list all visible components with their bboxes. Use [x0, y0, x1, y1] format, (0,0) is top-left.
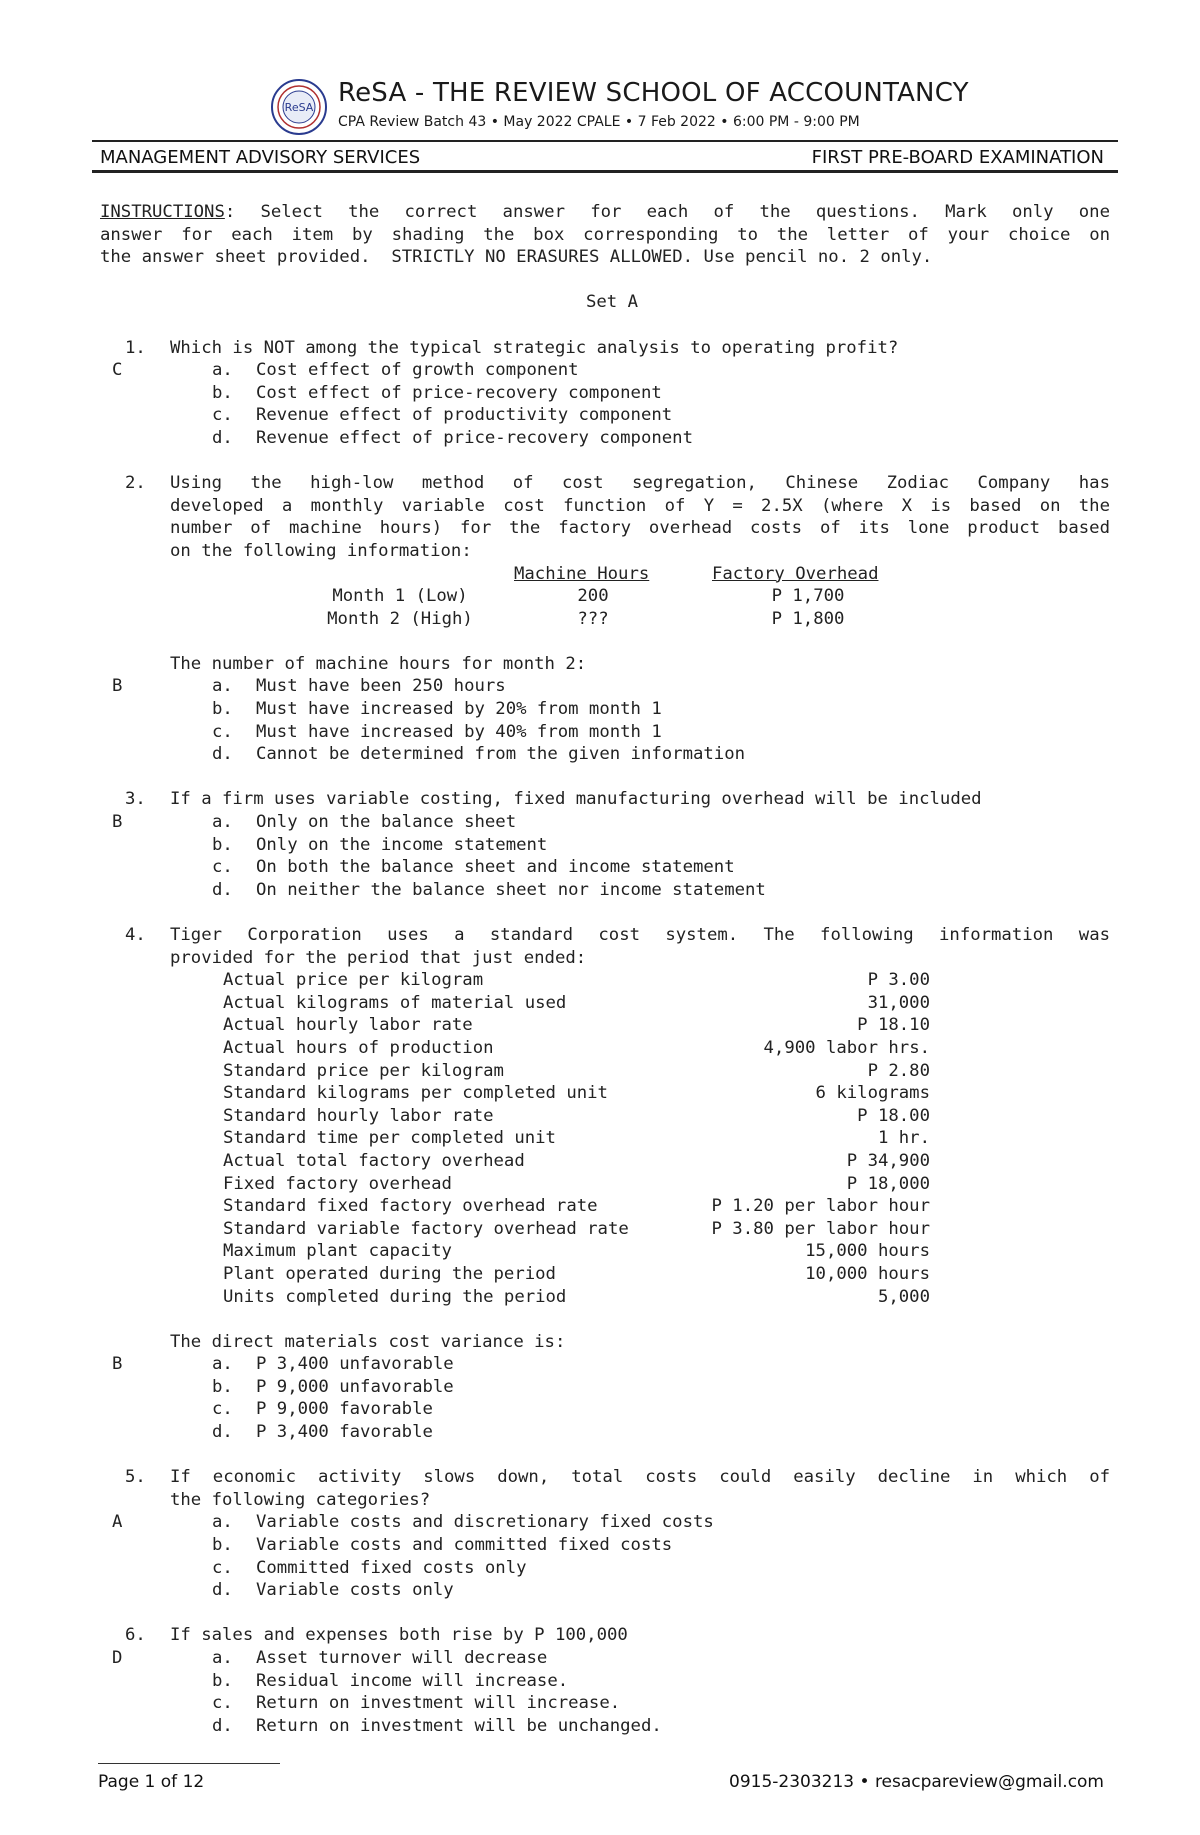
data-item: Standard time per completed unit 1 hr. [223, 1128, 930, 1149]
option-text: P 9,000 unfavorable [256, 1376, 454, 1397]
answer-key: C [112, 360, 123, 381]
question-text: If a firm uses variable costing, fixed manufacturing overhead will be included [170, 789, 982, 810]
option-text: Must have been 250 hours [256, 676, 506, 697]
data-item: Actual kilograms of material used 31,000 [223, 992, 930, 1013]
question-number: 4. [125, 925, 146, 945]
contact-info: 0915-2303213 • resacpareview@gmail.com [729, 1772, 1104, 1792]
option-text: Asset turnover will decrease [256, 1648, 548, 1668]
school-title: ReSA - THE REVIEW SCHOOL OF ACCOUNTANCY [338, 78, 969, 108]
footer-divider [98, 1763, 280, 1764]
question-number: 3. [125, 789, 146, 810]
option-text: Revenue effect of price-recovery component [256, 427, 693, 448]
exam-content [100, 201, 1110, 1737]
set-label: Set A [586, 292, 639, 313]
data-item: Units completed during the period 5,000 [223, 1286, 930, 1307]
question-text: provided for the period that just ended: [170, 947, 587, 968]
review-schedule: CPA Review Batch 43 • May 2022 CPALE • 7 Feb 2022 • 6:00 PM - 9:00 PM [338, 114, 860, 130]
question-2: 2. Using the high-low method of cost segregation, Chinese Zodiac Company has developed a monthly variable cost function of Y = 2.5X (where X is based on the number of machine hours) for the factory overhead costs of its lone product based on the following information: Machine Hours Factory Overhead Month 1 (Low) 200 P 1,700 Month 2 (High) ??? P 1,800 The number of machine hours for month 2: B a. Must have been 250 hours b. Must have increased by 20% from month 1 c. Must have increased by 40% from month 1 d. Cannot be determined from the given information [100, 472, 1110, 766]
question-number: 1. [125, 337, 146, 358]
data-item: Maximum plant capacity 15,000 hours [223, 1241, 930, 1262]
question-number: 2. [125, 473, 146, 494]
option-text: Residual income will increase. [256, 1670, 569, 1691]
question-4: 4. Tiger Corporation uses a standard cost system. The following information was provided for the period that just ended: Actual price per kilogram P 3.00 Actual kilograms of material used 31,000 Actual hourly labor rate P 18.10 Actual hours of production 4,900 labor hrs. Standard price per kilogram P 2.80 Standard kilograms per completed unit 6 kilograms Standard hourly labor rate P 18.00 Standard time per completed unit 1 hr. Actual total factory overhead P 34,900 Fixed factory overhead P 18,000 Standard fixed factory overhead rate P 1.20 per labor hour Standard variable factory overhead rate P 3.80 per labor hour Maximum plant capacity 15,000 hours Plant operated during the period 10,000 hours Units completed during the period 5,000 The direct materials cost variance is: B a. P 3,400 unfavorable b. P 9,000 unfavorable c. P 9,000 favorable d. P 3,400 favorable [100, 924, 1110, 1444]
question-text: developed a monthly variable cost function of Y = 2.5X (where X is based on the [170, 495, 1110, 516]
option-text: Committed fixed costs only [256, 1557, 527, 1578]
resa-logo-icon [270, 78, 328, 136]
data-item: Standard price per kilogram P 2.80 [223, 1060, 930, 1081]
table-row: Month 2 (High) ??? P 1,800 [327, 608, 845, 629]
data-item: Plant operated during the period 10,000 hours [223, 1263, 930, 1284]
svg-text:ReSA: ReSA [284, 101, 314, 114]
data-item: Standard hourly labor rate P 18.00 [223, 1105, 930, 1126]
option-text: Variable costs and discretionary fixed costs [256, 1512, 714, 1533]
instructions-line: answer for each item by shading the box corresponding to the letter of your choice on [100, 224, 1110, 245]
exam-title: FIRST PRE-BOARD EXAMINATION [811, 147, 1104, 168]
question-stem: The number of machine hours for month 2: [170, 653, 587, 674]
data-item: Actual hourly labor rate P 18.10 [223, 1015, 930, 1036]
option-text: Only on the balance sheet [256, 812, 517, 833]
header-divider-thick [92, 170, 1118, 173]
question-text: Tiger Corporation uses a standard cost system. The following information was [170, 925, 1110, 945]
page-number: Page 1 of 12 [98, 1772, 205, 1792]
option-text: On both the balance sheet and income statement [256, 857, 735, 878]
question-text: number of machine hours) for the factory overhead costs of its lone product based [170, 518, 1110, 539]
question-1: 1. Which is NOT among the typical strategic analysis to operating profit? C a. Cost effect of growth component b. Cost effect of price-recovery component c. Revenue effect of productivity component d. Revenue effect of price-recovery component [100, 337, 1110, 450]
option-text: Return on investment will be unchanged. [256, 1715, 662, 1736]
option-text: Cannot be determined from the given information [256, 744, 745, 765]
option-text: P 9,000 favorable [256, 1399, 433, 1420]
option-text: P 3,400 unfavorable [256, 1354, 454, 1375]
answer-key: A [112, 1512, 123, 1533]
table-header: Machine Hours Factory Overhead [514, 563, 879, 584]
option-text: Revenue effect of productivity component [256, 405, 673, 426]
option-text: Return on investment will increase. [256, 1693, 621, 1714]
option-text: Cost effect of price-recovery component [256, 382, 662, 403]
question-stem: The direct materials cost variance is: [170, 1331, 566, 1352]
data-item: Standard variable factory overhead rate P 3.80 per labor hour [223, 1218, 930, 1239]
header-divider [92, 140, 1118, 142]
question-5: 5. If economic activity slows down, total costs could easily decline in which of the following categories? A a. Variable costs and discretionary fixed costs b. Variable costs and committed fixed costs c. Committed fixed costs only d. Variable costs only [112, 1467, 1110, 1601]
data-item: Actual total factory overhead P 34,900 [223, 1150, 930, 1171]
data-item: Standard kilograms per completed unit 6 kilograms [223, 1083, 930, 1104]
question-text: on the following information: [170, 540, 472, 561]
question-3: 3. If a firm uses variable costing, fixed manufacturing overhead will be included B a. Only on the balance sheet b. Only on the income statement c. On both the balance sheet and income statement d. On neither the balance sheet nor income statement [100, 788, 1110, 901]
subject-title: MANAGEMENT ADVISORY SERVICES [100, 147, 421, 168]
option-text: On neither the balance sheet nor income statement [256, 879, 766, 900]
option-text: Must have increased by 40% from month 1 [256, 721, 662, 742]
data-item: Standard fixed factory overhead rate P 1.20 per labor hour [223, 1196, 930, 1217]
question-text: If sales and expenses both rise by P 100,000 [170, 1625, 628, 1646]
answer-key: D [112, 1648, 123, 1668]
option-text: Variable costs and committed fixed costs [256, 1535, 673, 1556]
question-text: Which is NOT among the typical strategic analysis to operating profit? [170, 337, 899, 358]
answer-key: B [112, 676, 123, 697]
data-item: Actual price per kilogram P 3.00 [223, 970, 930, 991]
instructions-line: the answer sheet provided. STRICTLY NO ERASURES ALLOWED. Use pencil no. 2 only. [100, 247, 933, 268]
data-item: Actual hours of production 4,900 labor hrs. [223, 1037, 930, 1058]
option-text: P 3,400 favorable [256, 1422, 433, 1443]
answer-key: B [112, 812, 123, 833]
table-row: Month 1 (Low) 200 P 1,700 [332, 586, 845, 607]
question-number: 6. [125, 1625, 146, 1646]
option-text: Must have increased by 20% from month 1 [256, 699, 662, 720]
question-text: Using the high-low method of cost segregation, Chinese Zodiac Company has [170, 473, 1110, 494]
question-6: 6. If sales and expenses both rise by P 100,000 D a. Asset turnover will decrease b. Residual income will increase. c. Return on investment will increase. d. Return on investment will be unchanged. [100, 1624, 1110, 1737]
question-text: If economic activity slows down, total costs could easily decline in which of [170, 1467, 1110, 1488]
option-text: Variable costs only [256, 1580, 454, 1601]
option-text: Cost effect of growth component [256, 360, 579, 381]
instructions-line: INSTRUCTIONS: Select the correct answer for each of the questions. Mark only one [100, 202, 1110, 222]
option-text: Only on the income statement [256, 834, 548, 855]
answer-key: B [112, 1354, 123, 1375]
question-text: the following categories? [170, 1489, 431, 1510]
data-item: Fixed factory overhead P 18,000 [223, 1173, 930, 1194]
question-number: 5. [125, 1467, 146, 1488]
